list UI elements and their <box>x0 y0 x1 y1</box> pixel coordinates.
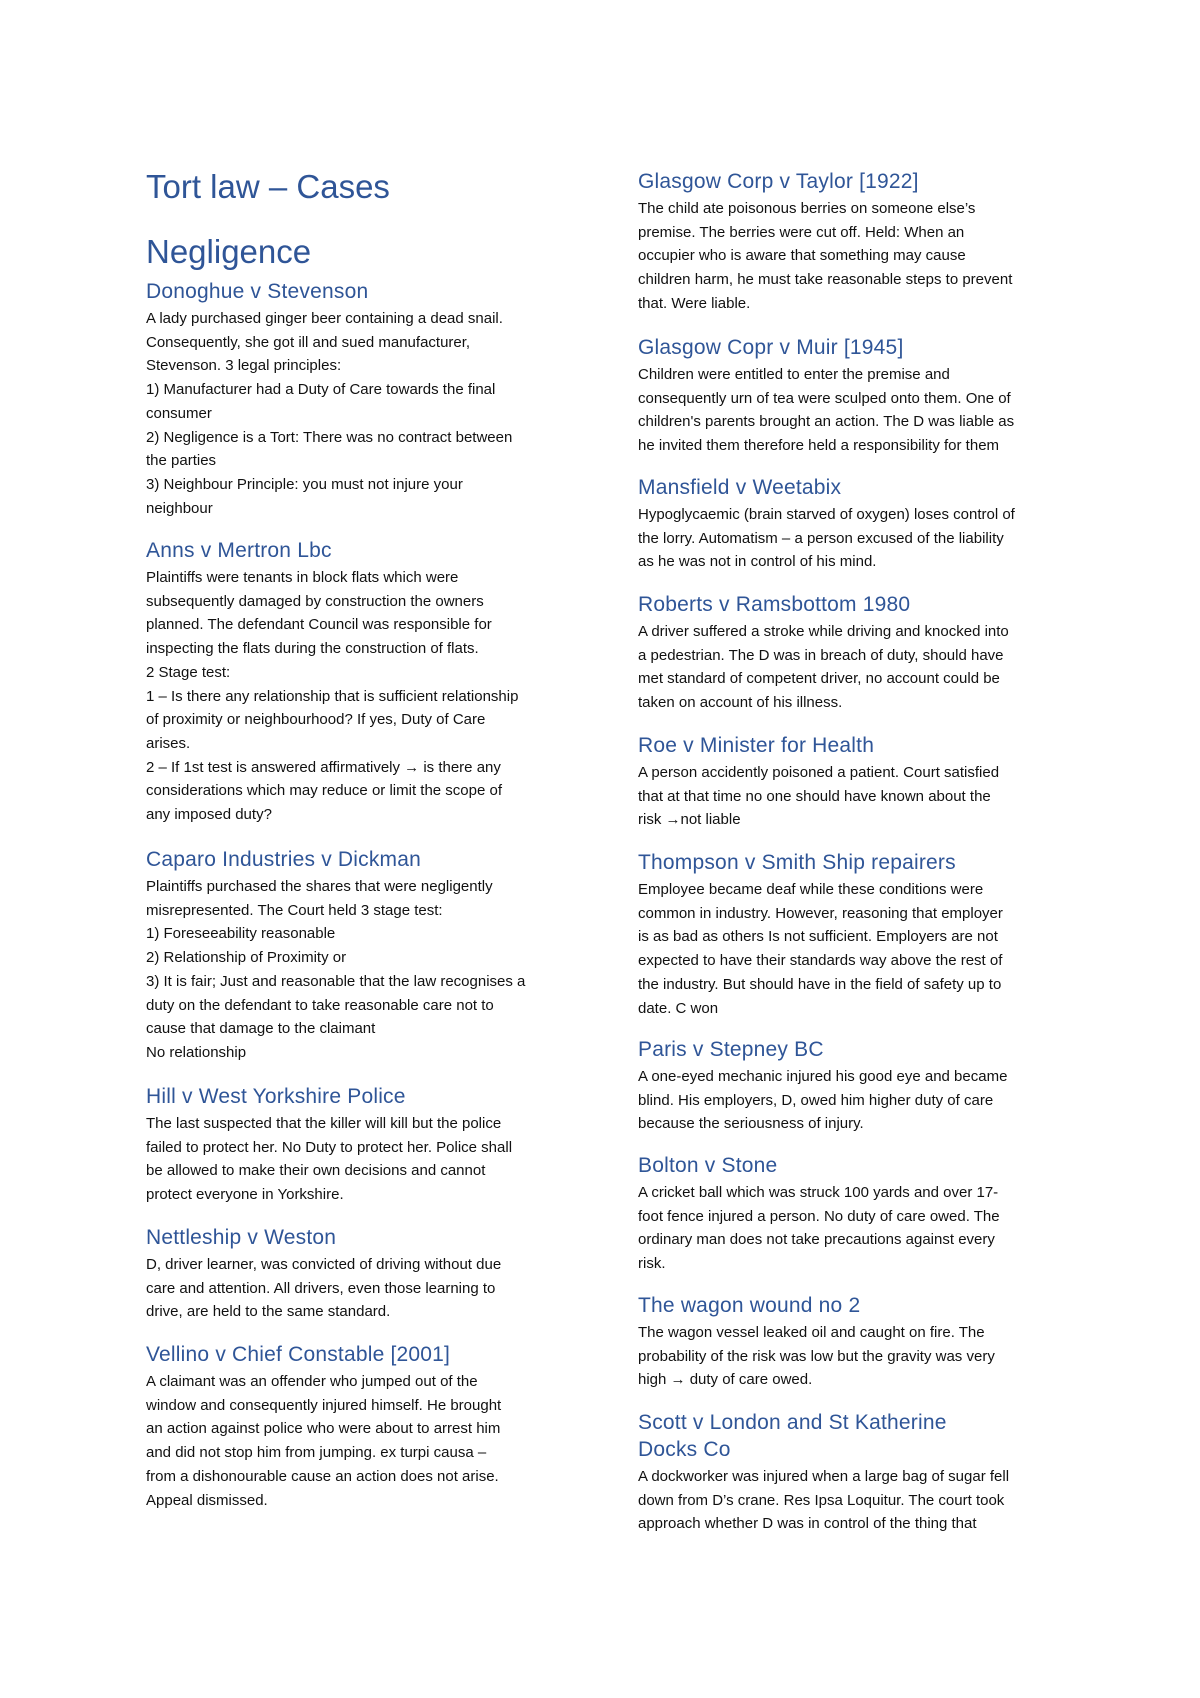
case-entry <box>638 1036 1063 1136</box>
case-heading: Anns v Mertron Lbc <box>146 539 332 562</box>
case-entry <box>146 1083 566 1207</box>
case-text: A lady purchased ginger beer containing a dead snail. Consequently, she got ill and sued manufacturer, Stevenson. 3 legal principles: 1) Manufacturer had a Duty of Care towards the final consumer 2) Negligence is a Tort: There was no contract between the parties 3) Neighbour Principle: you must not injure your neighbour <box>146 310 513 517</box>
case-entry <box>638 1152 1063 1276</box>
case-heading: Glasgow Corp v Taylor [1922] <box>638 170 919 193</box>
case-entry <box>638 849 1063 1020</box>
case-entry <box>638 1409 1063 1536</box>
case-entry <box>638 732 1063 832</box>
case-heading: Roe v Minister for Health <box>638 734 875 757</box>
case-entry <box>146 1341 566 1512</box>
case-heading: Donoghue v Stevenson <box>146 280 369 303</box>
case-entry <box>146 278 566 520</box>
case-heading: Paris v Stepney BC <box>638 1038 824 1061</box>
case-text: A driver suffered a stroke while driving and knocked into a pedestrian. The D was in breach of duty, should have met standard of competent driver, no account could be taken on account of his illness. <box>638 623 1009 712</box>
case-text: Children were entitled to enter the premise and consequently urn of tea were sculped onto them. One of children's parents brought an action. The D was liable as he invited them therefore held a responsibility for them <box>638 366 1015 455</box>
case-heading: Bolton v Stone <box>638 1154 778 1177</box>
section-title: Negligence <box>146 233 312 270</box>
case-entry <box>146 537 566 827</box>
case-heading: Roberts v Ramsbottom 1980 <box>638 593 911 616</box>
case-entry <box>638 334 1063 458</box>
case-heading: Glasgow Copr v Muir [1945] <box>638 336 904 359</box>
case-text: A claimant was an offender who jumped out of the window and consequently injured himself. He brought an action against police who were about to arrest him and did not stop him from jumping. ex turpi causa – from a dishonourable cause an action does not arise. Appeal dismissed. <box>146 1373 502 1509</box>
document-title: Tort law – Cases <box>146 168 390 205</box>
case-text: The child ate poisonous berries on someone else’s premise. The berries were cut off. Held: When an occupier who is aware that something may cause children harm, he must take reasonable steps to prevent that. Were liable. <box>638 200 1013 312</box>
case-text: Plaintiffs were tenants in block flats which were subsequently damaged by construction the owners planned. The defendant Council was responsible for inspecting the flats during the construction of flats. 2 Stage test: 1 – Is there any relationship that is sufficient relationship of proximity or neighbourhood? If yes, Duty of Care arises. 2 – If 1st test is answered affirmatively → is there any considerations which may reduce or limit the scope of any imposed duty? <box>146 569 519 824</box>
case-text: A person accidently poisoned a patient. Court satisfied that at that time no one should have known about the risk →not liable <box>638 764 1000 829</box>
case-entry <box>146 846 566 1065</box>
case-text: The last suspected that the killer will kill but the police failed to protect her. No Duty to protect her. Police shall be allowed to make their own decisions and cannot protect everyone in Yorkshire. <box>146 1115 513 1204</box>
case-heading: Mansfield v Weetabix <box>638 476 842 499</box>
case-entry <box>638 168 1063 316</box>
case-text: Plaintiffs purchased the shares that were negligently misrepresented. The Court held 3 stage test: 1) Foreseeability reasonable 2) Relationship of Proximity or 3) It is fair; Just and reasonable that the law recognises a duty on the defendant to take reasonable care not to cause that damage to the claimant No relationship <box>146 878 526 1061</box>
case-entry <box>638 591 1063 715</box>
case-heading: Nettleship v Weston <box>146 1226 337 1249</box>
case-heading: Thompson v Smith Ship repairers <box>638 851 956 874</box>
case-text: D, driver learner, was convicted of driving without due care and attention. All drivers, even those learning to drive, are held to the same standard. <box>146 1256 502 1321</box>
case-text: Hypoglycaemic (brain starved of oxygen) loses control of the lorry. Automatism – a person excused of the liability as he was not in control of his mind. <box>638 506 1015 571</box>
case-entry <box>638 1292 1063 1392</box>
case-heading: Hill v West Yorkshire Police <box>146 1085 406 1108</box>
case-heading: Caparo Industries v Dickman <box>146 848 422 871</box>
case-text: A one-eyed mechanic injured his good eye and became blind. His employers, D, owed him higher duty of care because the seriousness of injury. <box>638 1068 1008 1133</box>
case-entry <box>638 474 1063 574</box>
case-heading: Scott v London and St Katherine Docks Co <box>638 1411 947 1461</box>
case-text: A cricket ball which was struck 100 yards and over 17- foot fence injured a person. No duty of care owed. The ordinary man does not take precautions against every risk. <box>638 1184 1000 1273</box>
case-heading: The wagon wound no 2 <box>638 1294 861 1317</box>
case-entry <box>146 1224 566 1324</box>
case-text: A dockworker was injured when a large bag of sugar fell down from D’s crane. Res Ipsa Loquitur. The court took approach whether D was in control of the thing that <box>638 1468 1010 1533</box>
case-text: Employee became deaf while these conditions were common in industry. However, reasoning that employer is as bad as others Is not sufficient. Employers are not expected to have their standards way above the rest of the industry. But should have in the field of safety up to date. C won <box>638 881 1003 1017</box>
case-text: The wagon vessel leaked oil and caught on fire. The probability of the risk was low but the gravity was very high → duty of care owed. <box>638 1324 995 1389</box>
case-heading: Vellino v Chief Constable [2001] <box>146 1343 451 1366</box>
